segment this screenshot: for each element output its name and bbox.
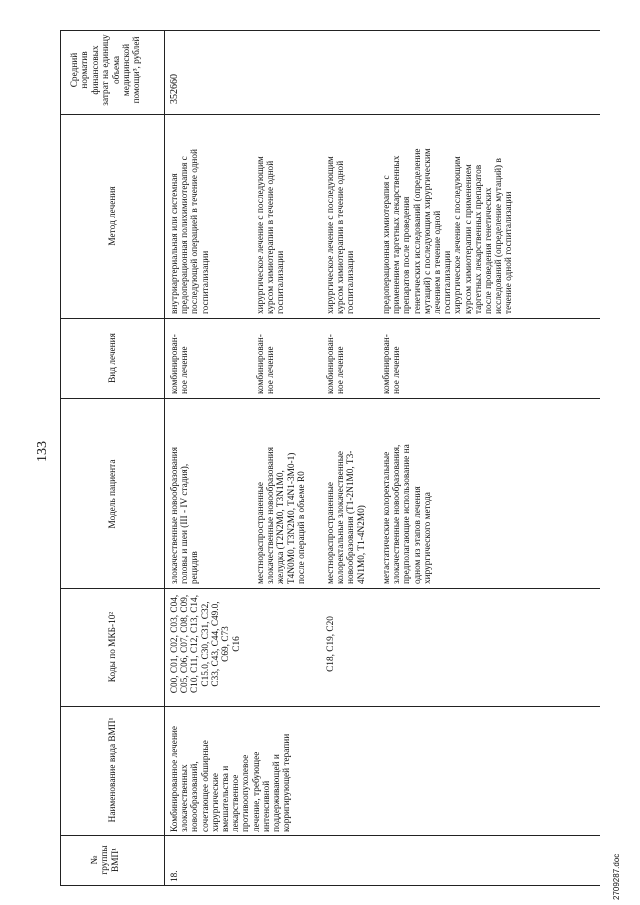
page-number: 133 <box>35 441 50 462</box>
patient-model: злокачественные новообразования головы и шеи (III - IV стадия), рецидив <box>170 446 201 584</box>
treatment-method: хирургическое лечение с последующим курсом химиотерапии в течение одной госпитализации <box>256 156 287 314</box>
treatment-type: комбинирован- ное лечение <box>382 334 403 394</box>
cost-value: 352660 <box>169 74 180 104</box>
treatment-method: хирургическое лечение с последующим курсом химиотерапии в течение одной госпитализации <box>326 156 357 314</box>
treatment-type: комбинирован- ное лечение <box>256 334 277 394</box>
patient-model: метастатические колоректальные злокачественные новообразования, предполагающие использование на одном из этапов лечения хирургического метода <box>382 444 433 584</box>
header-mkb: Коды по МКБ-10² <box>108 611 118 683</box>
header-bottom-border <box>164 30 165 886</box>
treatment-method: предоперационная химиотерапия с применением таргетных лекарственных препаратов после проведения генетических исследований (определение мутаций) с последующим хирургическим лечением в течение одной госпитализации хирургическое лечение с последующим курсом химиотерапии с применением таргетных лекарственных препаратов после проведения генетических исследований (определение мутаций) в течение одной госпитализации <box>382 148 515 314</box>
col-sep-cost <box>60 114 600 115</box>
col-sep-vmp <box>60 835 600 836</box>
mkb-codes: C00, C01, C02, C03, C04, C05, C06, C07, C08, C09, C10, C11, C12, C13, C14, C15.0, C30, C31, C32, C33, C43, C44, C49.0, C69, C73 <box>170 594 232 694</box>
mkb-codes: C16 <box>232 636 242 652</box>
vmp-name: Комбинированное лечение злокачественных новообразований, сочетающее обширные хирургические вмешательства и лекарственное противоопухолевое лечение, требующее интенсивной поддерживающей и корригирующей терапии <box>170 725 293 832</box>
treatment-type: комбинирован- ное лечение <box>170 334 191 394</box>
col-sep-mkb <box>60 706 600 707</box>
treatment-type: комбинирован- ное лечение <box>326 334 347 394</box>
header-method: Метод лечения <box>108 186 118 246</box>
table-bottom-border <box>60 885 600 886</box>
header-cost: Средний норматив финансовых затрат на единицу объема медицинской помощи³, рублей <box>70 34 143 106</box>
header-type: Вид лечения <box>108 333 118 383</box>
row-number: 18. <box>170 870 180 882</box>
table-left-border <box>60 30 61 886</box>
patient-model: местнораспространенные колоректальные злокачественные новообразования (T1-2N1M0, T3- 4N1M0, T1-4N2M0) <box>326 450 367 584</box>
treatment-method: внутриартериальная или системная предоперационная полихимиотерапия с последующей операцией в течение одной госпитализации <box>170 148 211 314</box>
col-sep-method <box>60 318 600 319</box>
patient-model: местнораспространенные злокачественные новообразования желудка (T2N2M0, T3N1M0, T4N0M0, T3N2M0, T4N1-3M0-1) после операций в объеме R0 <box>256 446 307 584</box>
header-model: Модель пациента <box>108 459 118 529</box>
header-num: № группы ВМП¹ <box>90 845 121 875</box>
footer-doc-code: 2709287.doc <box>612 853 621 900</box>
header-vmp: Наименование вида ВМП¹ <box>108 717 118 823</box>
mkb-codes: C18, C19, C20 <box>326 616 336 672</box>
col-sep-type <box>60 398 600 399</box>
